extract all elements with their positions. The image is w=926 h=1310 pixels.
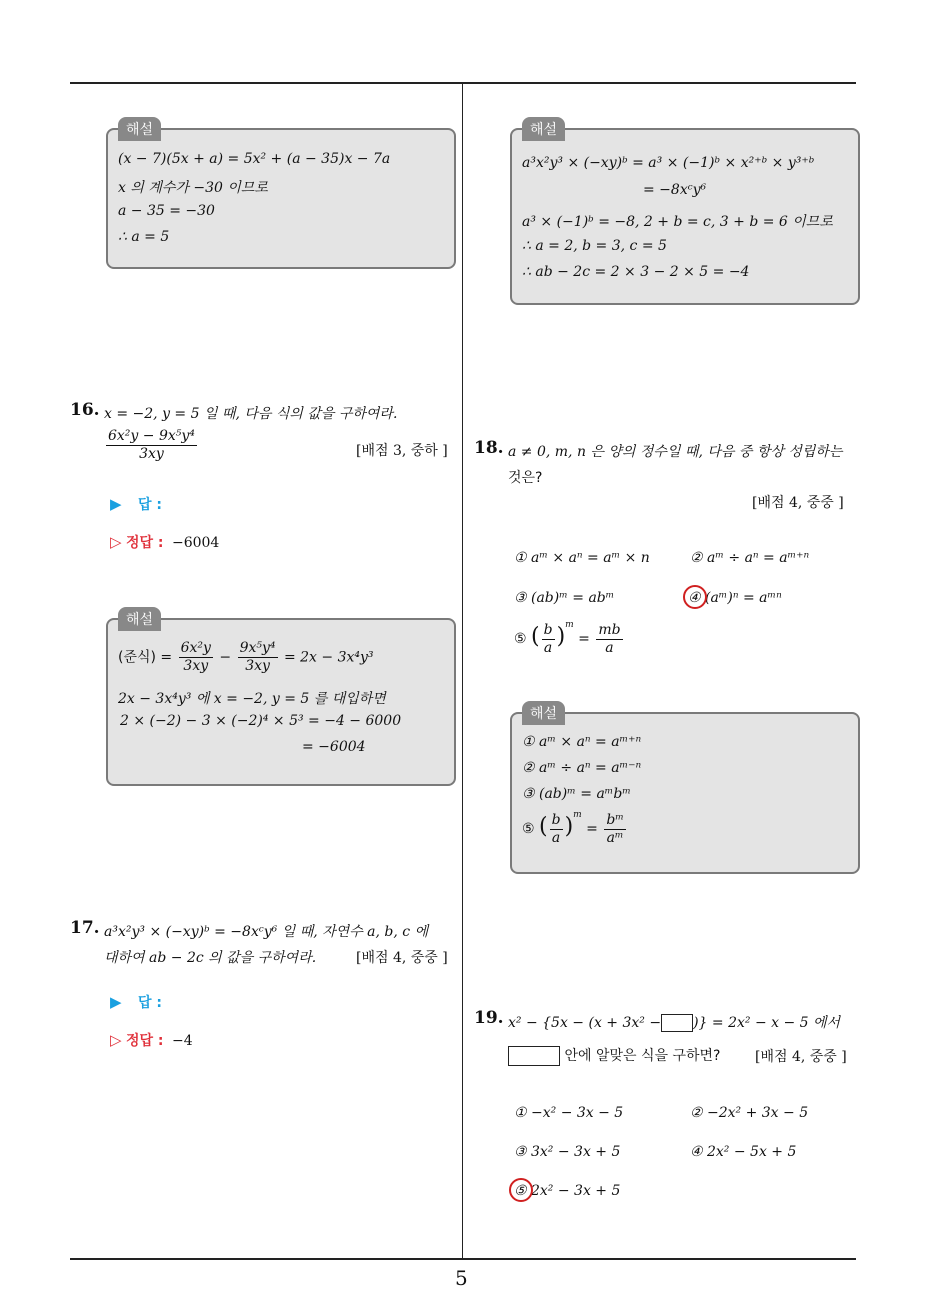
play-icon: ▶ bbox=[110, 993, 122, 1011]
q16-question-text: x = −2, y = 5 일 때, 다음 식의 값을 구하여라. bbox=[104, 406, 398, 422]
q19-expr-right: )} = 2x² − x − 5 에서 bbox=[693, 1015, 841, 1031]
q18-e5-rhs-num: bᵐ bbox=[606, 811, 624, 828]
q17-question-line-1: a³x²y³ × (−xy)ᵇ = −8xᶜy⁶ 일 때, 자연수 a, b, c 에 bbox=[104, 924, 429, 940]
q19-number: 19. bbox=[474, 1008, 504, 1028]
q17-expl-line-1: a³x²y³ × (−xy)ᵇ = a³ × (−1)ᵇ × x²⁺ᵇ × y³⁺ᵇ bbox=[522, 155, 815, 171]
q16-expl-tail: = 2x − 3x⁴y³ bbox=[283, 649, 374, 666]
q19-option-1[interactable]: ① −x² − 3x − 5 bbox=[514, 1105, 624, 1121]
q16-correct-value: −6004 bbox=[171, 535, 220, 551]
q16-frac-numerator: 6x²y − 9x⁵y⁴ bbox=[108, 428, 195, 444]
q18-expl-line-1: ① aᵐ × aⁿ = aᵐ⁺ⁿ bbox=[522, 734, 642, 750]
q18-number: 18. bbox=[474, 438, 504, 458]
q15-expl-line-2: x 의 계수가 −30 이므로 bbox=[118, 180, 268, 196]
column-divider bbox=[462, 82, 463, 1260]
q18-o5-rhs-den: a bbox=[605, 639, 614, 656]
q15-expl-line-1: (x − 7)(5x + a) = 5x² + (a − 35)x − 7a bbox=[118, 151, 391, 167]
q17-number: 17. bbox=[70, 918, 100, 938]
q18-option-3[interactable]: ③ (ab)ᵐ = abᵐ bbox=[514, 590, 615, 606]
q18-expl-line-3: ③ (ab)ᵐ = aᵐbᵐ bbox=[522, 786, 631, 802]
q16-expl-line-4: = −6004 bbox=[302, 739, 366, 755]
q18-option-5[interactable]: ⑤ ( $\frac{b}{a}$ )$^m$ = $\frac{mb}{a}$ bbox=[514, 620, 621, 656]
play-icon: ▶ bbox=[110, 495, 122, 513]
q18-expl-5-marker: ⑤ bbox=[522, 821, 535, 837]
q16-correct-row bbox=[110, 532, 219, 552]
q17-question-line-2: 대하여 ab − 2c 의 값을 구하여라. bbox=[104, 950, 317, 966]
q19-answer-blank bbox=[508, 1046, 560, 1066]
q18-question-line-1: a ≠ 0, m, n 은 양의 정수일 때, 다음 중 항상 성립하는 bbox=[508, 444, 843, 460]
q16-explanation-tag: 해설 bbox=[118, 607, 161, 631]
q17-points: [배점 4, 중중 ] bbox=[356, 950, 448, 966]
q18-o5-inner-num: b bbox=[543, 621, 553, 638]
q16-expl-frac1-den: 3xy bbox=[183, 658, 209, 674]
q19-option-5[interactable]: ⑤ 2x² − 3x + 5 bbox=[514, 1183, 621, 1199]
answer-circle-mark bbox=[509, 1178, 533, 1202]
q17-expl-line-3: a³ × (−1)ᵇ = −8, 2 + b = c, 3 + b = 6 이므로 bbox=[522, 214, 833, 230]
q17-expl-line-4: ∴ a = 2, b = 3, c = 5 bbox=[522, 238, 667, 254]
q18-o5-exp: m bbox=[565, 620, 574, 630]
q16-number: 16. bbox=[70, 400, 100, 420]
q19-points: [배점 4, 중중 ] bbox=[755, 1049, 847, 1065]
q18-question-line-2: 것은? bbox=[508, 470, 543, 486]
q16-expression bbox=[104, 428, 199, 463]
q18-expl-line-2: ② aᵐ ÷ aⁿ = aᵐ⁻ⁿ bbox=[522, 760, 642, 776]
q15-explanation-tag: 해설 bbox=[118, 117, 161, 141]
q18-option-4[interactable]: ④ (aᵐ)ⁿ = aᵐⁿ bbox=[688, 590, 782, 606]
q19-question-line-1 bbox=[508, 1012, 840, 1032]
q16-frac-denominator: 3xy bbox=[139, 446, 164, 462]
q16-expl-line-2: 2x − 3x⁴y³ 에 x = −2, y = 5 를 대입하면 bbox=[118, 691, 386, 707]
q16-expl-frac2-num: 9x⁵y⁴ bbox=[239, 640, 276, 656]
q19-question-text-2: 안에 알맞은 식을 구하면? bbox=[564, 1048, 721, 1064]
q19-question-line-2 bbox=[508, 1045, 720, 1066]
q15-expl-line-4: ∴ a = 5 bbox=[118, 229, 170, 245]
triangle-outline-icon: ▷ bbox=[110, 1031, 122, 1049]
q18-o5-rhs-num: mb bbox=[598, 621, 621, 638]
q19-inline-blank bbox=[661, 1014, 693, 1032]
q16-expl-line-1: (준식) = $\frac{\text{6x²y}}{3xy}$ − $\frac{\text{9x⁵y⁴}}{3xy}$ = 2x − 3x⁴y³ bbox=[118, 640, 374, 674]
q15-explanation-box bbox=[106, 128, 456, 269]
q18-explanation-tag: 해설 bbox=[522, 701, 565, 725]
q16-points: [배점 3, 중하 ] bbox=[356, 443, 448, 459]
q18-e5-inner-den: a bbox=[551, 829, 561, 846]
page-number: 5 bbox=[455, 1266, 468, 1290]
bottom-rule bbox=[70, 1258, 856, 1260]
q19-option-3[interactable]: ③ 3x² − 3x + 5 bbox=[514, 1144, 621, 1160]
q16-expl-frac2-den: 3xy bbox=[245, 658, 270, 674]
answer-circle-mark bbox=[683, 585, 707, 609]
q16-expl-prefix: (준식) = bbox=[118, 649, 173, 666]
q17-answer-label: 답 : bbox=[138, 995, 162, 1011]
q19-option-2[interactable]: ② −2x² + 3x − 5 bbox=[690, 1105, 809, 1121]
q16-expl-frac1-num: 6x²y bbox=[180, 640, 211, 656]
q17-expl-line-5: ∴ ab − 2c = 2 × 3 − 2 × 5 = −4 bbox=[522, 264, 750, 280]
q16-correct-label: 정답 : bbox=[126, 535, 164, 551]
q16-expl-line-3: 2 × (−2) − 3 × (−2)⁴ × 5³ = −4 − 6000 bbox=[120, 713, 402, 729]
q18-e5-exp: m bbox=[573, 810, 582, 820]
q18-option-1[interactable]: ① aᵐ × aⁿ = aᵐ × n bbox=[514, 550, 650, 566]
q16-answer-label: 답 : bbox=[138, 497, 162, 513]
q18-e5-rhs-den: aᵐ bbox=[606, 829, 624, 846]
q15-expl-line-3: a − 35 = −30 bbox=[118, 203, 215, 219]
q18-option-2[interactable]: ② aᵐ ÷ aⁿ = aᵐ⁺ⁿ bbox=[690, 550, 810, 566]
q18-e5-inner-num: b bbox=[551, 811, 561, 828]
triangle-outline-icon: ▷ bbox=[110, 533, 122, 551]
q17-expl-line-2: = −8xᶜy⁶ bbox=[643, 182, 707, 198]
q17-correct-label: 정답 : bbox=[126, 1033, 164, 1049]
q17-correct-value: −4 bbox=[171, 1033, 193, 1049]
q19-expr-left: x² − {5x − (x + 3x² − bbox=[508, 1015, 662, 1031]
q17-explanation-tag: 해설 bbox=[522, 117, 565, 141]
q17-answer-row bbox=[110, 992, 162, 1012]
q19-option-4[interactable]: ④ 2x² − 5x + 5 bbox=[690, 1144, 797, 1160]
top-rule bbox=[70, 82, 856, 84]
q17-correct-row bbox=[110, 1030, 193, 1050]
q18-o5-inner-den: a bbox=[543, 639, 553, 656]
q18-points: [배점 4, 중중 ] bbox=[752, 495, 844, 511]
q18-expl-line-5: ⑤ ( $\frac{b}{a}$ )$^m$ = $\frac{\text{bᵐ}}{\text{aᵐ}}$ bbox=[522, 810, 624, 846]
q16-answer-row bbox=[110, 494, 162, 514]
q18-option-5-marker: ⑤ bbox=[514, 631, 527, 647]
